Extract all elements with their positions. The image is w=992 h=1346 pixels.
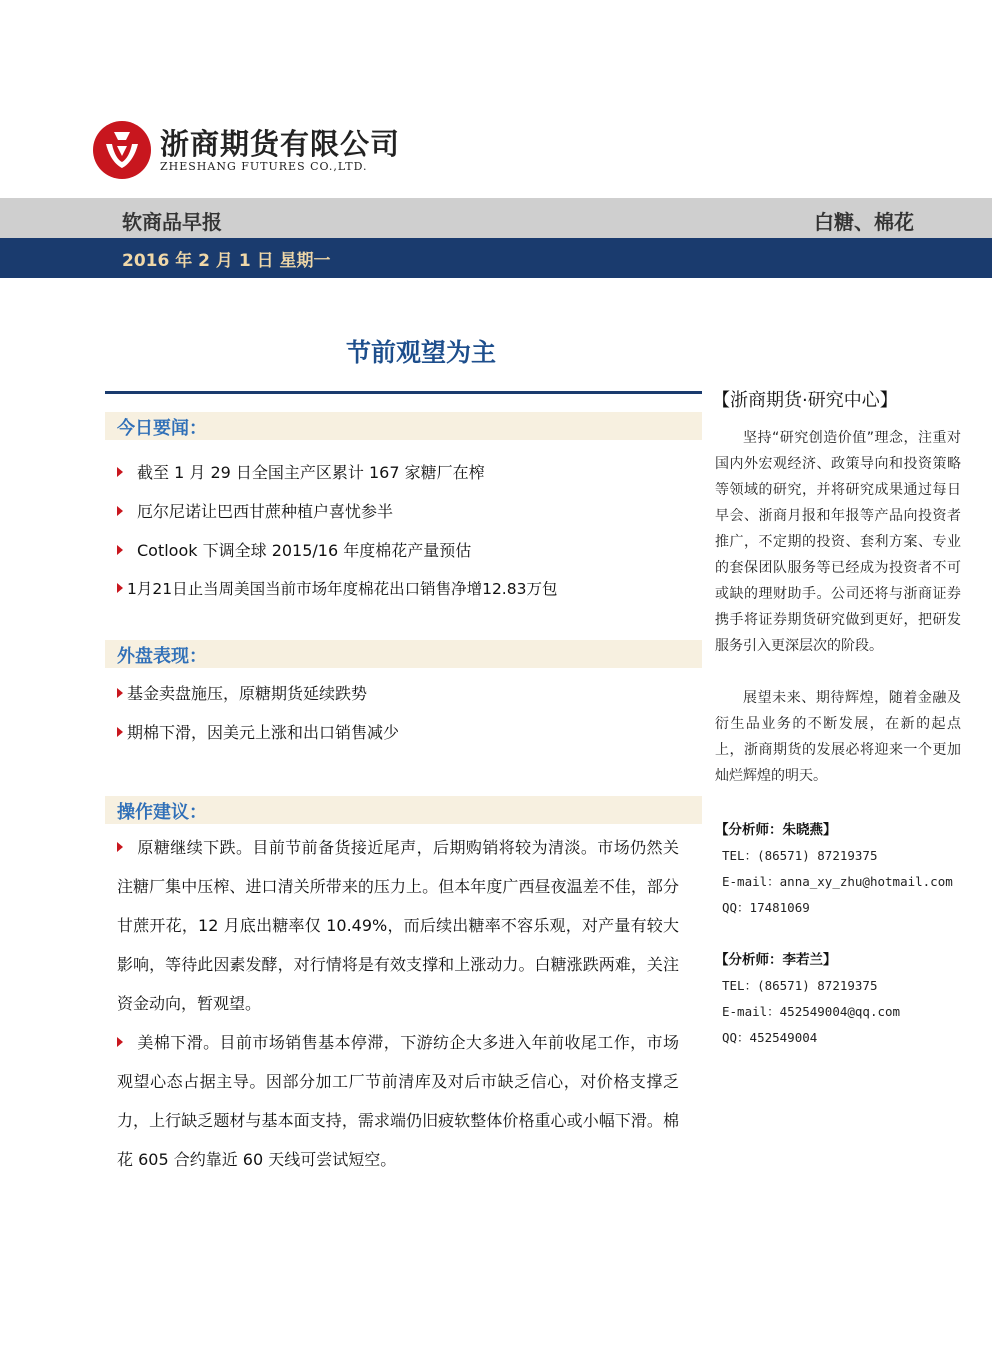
bullet-marker-icon [117,583,123,593]
bullet-marker-icon [117,506,123,516]
section-heading-news: 今日要闻： [117,418,207,439]
research-center-outlook: 展望未来、期待辉煌，随着金融及衍生品业务的不断发展，在新的起点上，浙商期货的发展必将迎来一个更加灿烂辉煌的明天。 [715,690,961,784]
analyst-name: 【分析师：朱晓燕】 [715,822,837,838]
research-center-title: 【浙商期货·研究中心】 [712,390,898,411]
news-item: 截至 1 月 29 日全国主产区累计 167 家糖厂在榨 [117,460,485,483]
company-logo [92,120,152,180]
news-item: Cotlook 下调全球 2015/16 年度棉花产量预估 [117,538,471,561]
analyst-tel: TEL：(86571) 87219375 [722,848,878,863]
advice-paragraph-cotton: 美棉下滑。目前市场销售基本停滞，下游纺企大多进入年前收尾工作，市场观望心态占据主导。因部分加工厂节前清库及对后市缺乏信心，对价格支撑乏力，上行缺乏题材与基本面支持，需求端仍旧疲软整体价格重心或小幅下滑。棉花 605 合约靠近 60 天线可尝试短空。 [117,1033,679,1169]
company-name-cn: 浙商期货有限公司 [160,127,401,161]
news-item: 1月21日止当周美国当前市场年度棉花出口销售净增12.83万包 [117,577,557,599]
analyst-name: 【分析师：李若兰】 [715,952,837,968]
section-heading-overseas: 外盘表现： [117,646,207,667]
report-date: 2016 年 2 月 1 日 星期一 [122,251,331,271]
overseas-item: 期棉下滑，因美元上涨和出口销售减少 [117,720,399,743]
overseas-item: 基金卖盘施压，原糖期货延续跌势 [117,681,367,704]
bullet-marker-icon [117,842,123,852]
section-heading-advice: 操作建议： [117,802,207,823]
report-title: 节前观望为主 [345,338,496,367]
bullet-marker-icon [117,545,123,555]
bullet-marker-icon [117,688,123,698]
company-name-en: ZHESHANG FUTURES CO.,LTD. [160,160,368,173]
analyst-qq: QQ：452549004 [722,1030,818,1045]
analyst-email[interactable]: E-mail：anna_xy_zhu@hotmail.com [722,874,953,889]
research-center-intro: 坚持“研究创造价值”理念，注重对国内外宏观经济、政策导向和投资策略等领域的研究，并将研究成果通过每日早会、浙商月报和年报等产品向投资者推广，不定期的投资、套利方案、专业的套保团队服务等已经成为投资者不可或缺的理财助手。公司还将与浙商证券携手将证券期货研究做到更好，把研发服务引入更深层次的阶段。 [715,430,961,654]
report-type: 软商品早报 [122,210,222,234]
bullet-marker-icon [117,467,123,477]
analyst-qq: QQ：17481069 [722,900,810,915]
analyst-email[interactable]: E-mail：452549004@qq.com [722,1004,901,1019]
title-divider [105,391,702,394]
bullet-marker-icon [117,727,123,737]
commodities-label: 白糖、棉花 [814,210,914,234]
analyst-tel: TEL：(86571) 87219375 [722,978,878,993]
bullet-marker-icon [117,1037,123,1047]
advice-paragraph-sugar: 原糖继续下跌。目前节前备货接近尾声，后期购销将较为清淡。市场仍然关注糖厂集中压榨、进口清关所带来的压力上。但本年度广西昼夜温差不佳，部分甘蔗开花，12 月底出糖率仅 10.49%，而后续出糖率不容乐观，对产量有较大影响，等待此因素发酵，对行情将是有效支撑和上涨动力。白糖涨跌两难，关注资金动向，暂观望。 [117,838,679,1013]
news-item: 厄尔尼诺让巴西甘蔗种植户喜忧参半 [117,499,393,522]
